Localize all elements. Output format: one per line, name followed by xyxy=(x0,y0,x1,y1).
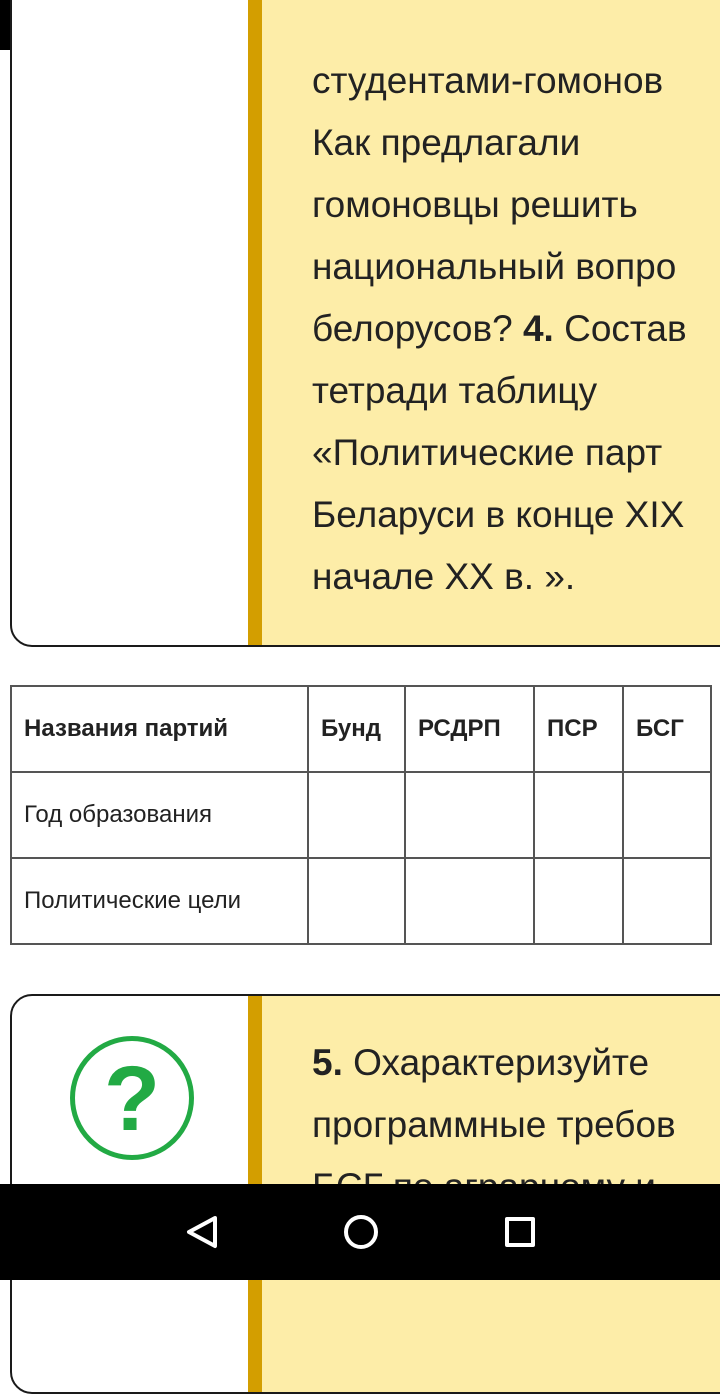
header-cell: РСДРП xyxy=(405,686,534,772)
text-line: начале XX в. ». xyxy=(312,556,576,597)
text-line: тетради таблицу xyxy=(312,370,598,411)
accent-stripe xyxy=(248,0,262,645)
parties-table xyxy=(10,685,712,945)
header-cell: Названия партий xyxy=(11,686,308,772)
table-cell xyxy=(308,858,405,944)
text-fragment: белорусов? xyxy=(312,308,523,349)
text-fragment: Состав xyxy=(553,308,687,349)
text-line: национальный вопро xyxy=(312,246,677,287)
recent-apps-icon[interactable] xyxy=(505,1217,535,1247)
table-cell xyxy=(623,858,711,944)
text-line: Беларуси в конце XIX xyxy=(312,494,685,535)
text-line xyxy=(312,298,720,360)
header-cell: Бунд xyxy=(308,686,405,772)
table-cell xyxy=(405,772,534,858)
table-cell xyxy=(534,772,623,858)
table-cell xyxy=(534,858,623,944)
navigation-bar xyxy=(0,1184,720,1280)
text-line: программные требов xyxy=(312,1104,676,1145)
question-number: 5. xyxy=(312,1042,343,1083)
table-cell xyxy=(308,772,405,858)
text-line xyxy=(312,1032,720,1094)
text-line: Как предлагали xyxy=(312,122,581,163)
home-icon[interactable] xyxy=(343,1214,379,1250)
text-line: студентами-гомонов xyxy=(312,60,664,101)
text-line: гомоновцы решить xyxy=(312,184,638,225)
header-cell: БСГ xyxy=(623,686,711,772)
header-cell: ПСР xyxy=(534,686,623,772)
table-row xyxy=(11,772,711,858)
table-header-row xyxy=(11,686,711,772)
back-icon[interactable] xyxy=(184,1214,220,1250)
row-label: Политические цели xyxy=(11,858,308,944)
question-card-1 xyxy=(10,0,720,647)
text-fragment: Охарактеризуйте xyxy=(342,1042,650,1083)
question-mark-icon: ? xyxy=(70,1036,194,1160)
table-cell xyxy=(405,858,534,944)
row-label: Год образования xyxy=(11,772,308,858)
text-line: «Политические парт xyxy=(312,432,663,473)
question-text xyxy=(312,50,720,608)
table-row xyxy=(11,858,711,944)
table-cell xyxy=(623,772,711,858)
question-number: 4. xyxy=(522,308,554,349)
